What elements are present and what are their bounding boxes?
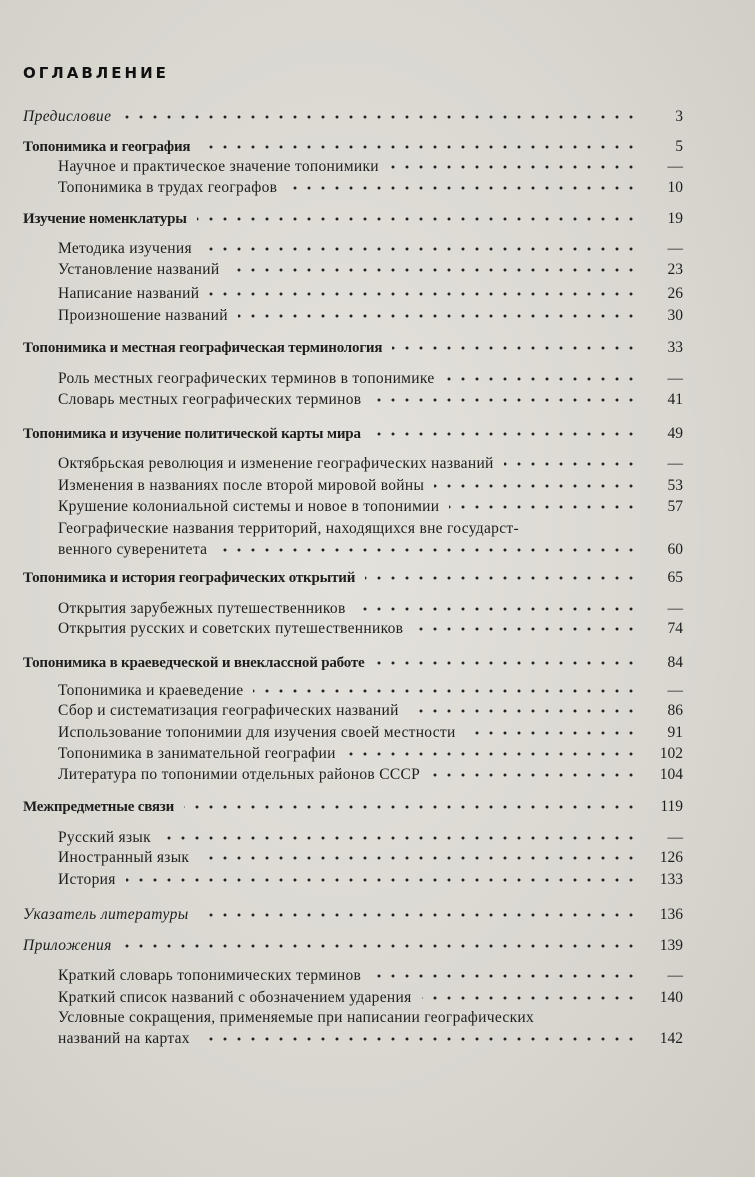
dot-leader <box>434 480 638 492</box>
entry-title: Иностранный язык <box>58 849 190 866</box>
entry-title: Условные сокращения, применяемые при написании географических <box>58 1009 535 1026</box>
dot-leader <box>238 310 638 322</box>
toc-subentry <box>0 540 755 560</box>
page-number: 104 <box>659 766 683 783</box>
toc-subentry <box>0 519 755 539</box>
dot-leader <box>122 940 638 952</box>
page-number: 119 <box>660 798 683 815</box>
page-number: 53 <box>667 477 683 494</box>
toc-subentry <box>0 284 755 304</box>
dot-leader <box>253 685 638 697</box>
toc-subentry <box>0 765 755 785</box>
entry-title: Крушение колониальной системы и новое в топонимии <box>58 498 440 515</box>
page-number: — <box>667 682 683 699</box>
entry-title: венного суверенитета <box>58 541 208 558</box>
entry-title: Написание названий <box>58 285 200 302</box>
page-number: 10 <box>667 179 683 196</box>
dot-leader <box>409 705 638 717</box>
page-number: 139 <box>659 937 683 954</box>
entry-title: Краткий список названий с обозначением ударения <box>58 989 412 1006</box>
dot-leader <box>356 603 638 615</box>
toc-subentry <box>0 369 755 389</box>
dot-leader <box>346 748 638 760</box>
page-number: 41 <box>667 391 683 408</box>
entry-title: Октябрьская революция и изменение географических названий <box>58 455 494 472</box>
toc-subentry <box>0 497 755 517</box>
page-number: 140 <box>659 989 683 1006</box>
entry-title: Изучение номенклатуры <box>23 211 187 227</box>
entry-title: Открытия зарубежных путешественников <box>58 600 346 617</box>
entry-title: Указатель литературы <box>23 906 189 923</box>
toc-entry <box>0 338 755 358</box>
page-number: 60 <box>667 541 683 558</box>
dot-leader <box>371 394 638 406</box>
page-number: 3 <box>675 108 683 125</box>
entry-title: Научное и практическое значение топонимики <box>58 158 379 175</box>
page-number: 33 <box>667 339 683 356</box>
dot-leader <box>389 161 638 173</box>
entry-title: Изменения в названиях после второй мировой войны <box>58 477 425 494</box>
dot-leader <box>365 572 638 584</box>
page-number: 133 <box>659 871 683 888</box>
entry-title: История <box>58 871 116 888</box>
entry-title: Топонимика и география <box>23 139 191 155</box>
toc-subentry <box>0 157 755 177</box>
toc-entry <box>0 209 755 229</box>
dot-leader <box>392 342 638 354</box>
toc-subentry <box>0 390 755 410</box>
entry-title: Открытия русских и советских путешественников <box>58 620 404 637</box>
entry-title: Использование топонимии для изучения своей местности <box>58 724 456 741</box>
toc-subentry <box>0 848 755 868</box>
page-number: — <box>667 240 683 257</box>
dot-leader <box>430 769 638 781</box>
entry-title: Топонимика в трудах географов <box>58 179 278 196</box>
dot-leader <box>287 182 638 194</box>
dot-leader <box>217 544 638 556</box>
toc-subentry <box>0 744 755 764</box>
toc-entry <box>0 568 755 588</box>
page-number: 57 <box>667 498 683 515</box>
toc-subentry <box>0 966 755 986</box>
dot-leader <box>202 243 638 255</box>
toc-subentry <box>0 239 755 259</box>
page-number: 19 <box>667 210 683 227</box>
dot-leader <box>184 801 638 813</box>
dot-leader <box>445 373 638 385</box>
dot-leader <box>504 458 638 470</box>
page-number: 5 <box>675 138 683 155</box>
dot-leader <box>413 623 638 635</box>
toc-subentry <box>0 260 755 280</box>
entry-title: Топонимика и краеведение <box>58 682 244 699</box>
toc-subentry <box>0 701 755 721</box>
toc-entry <box>0 424 755 444</box>
page-number: 126 <box>659 849 683 866</box>
entry-title: Литература по топонимии отдельных районов СССР <box>58 766 421 783</box>
page-title: ОГЛАВЛЕНИЕ <box>23 64 169 82</box>
toc-entry <box>0 936 755 956</box>
toc-subentry <box>0 476 755 496</box>
entry-title: Топонимика в краеведческой и внеклассной работе <box>23 655 365 671</box>
entry-title: Установление названий <box>58 261 220 278</box>
entry-title: Произношение названий <box>58 307 228 324</box>
page-number: 23 <box>667 261 683 278</box>
toc-subentry <box>0 599 755 619</box>
dot-leader <box>422 992 638 1004</box>
toc-subentry <box>0 619 755 639</box>
entry-title: Предисловие <box>23 108 112 125</box>
entry-title: Географические названия территорий, находящихся вне государст- <box>58 520 519 537</box>
page-number: 91 <box>667 724 683 741</box>
dot-leader <box>199 909 638 921</box>
entry-title: Топонимика и изучение политической карты мира <box>23 426 361 442</box>
entry-title: Русский язык <box>58 829 151 846</box>
toc-entry <box>0 137 755 157</box>
toc-subentry <box>0 681 755 701</box>
dot-leader <box>371 428 638 440</box>
page-number: 49 <box>667 425 683 442</box>
page-number: 30 <box>667 307 683 324</box>
page-number: 136 <box>659 906 683 923</box>
dot-leader <box>229 264 638 276</box>
toc-entry <box>0 905 755 925</box>
entry-title: Топонимика и история географических открытий <box>23 570 356 586</box>
page-number: — <box>667 829 683 846</box>
page-number: — <box>667 455 683 472</box>
dot-leader <box>375 657 638 669</box>
dot-leader <box>209 288 638 300</box>
toc-subentry <box>0 178 755 198</box>
toc-subentry <box>0 988 755 1008</box>
page-number: 86 <box>667 702 683 719</box>
toc-subentry <box>0 306 755 326</box>
page-number: 65 <box>667 569 683 586</box>
dot-leader <box>449 501 638 513</box>
entry-title: Межпредметные связи <box>23 799 175 815</box>
dot-leader <box>200 141 638 153</box>
dot-leader <box>371 970 638 982</box>
toc-subentry <box>0 1008 755 1028</box>
dot-leader <box>126 874 638 886</box>
dot-leader <box>200 1033 638 1045</box>
entry-title: Методика изучения <box>58 240 192 257</box>
dot-leader <box>466 727 638 739</box>
entry-title: Роль местных географических терминов в топонимике <box>58 370 435 387</box>
page-number: 26 <box>667 285 683 302</box>
toc-entry <box>0 653 755 673</box>
page-number: 102 <box>659 745 683 762</box>
page-number: — <box>667 370 683 387</box>
toc-entry <box>0 797 755 817</box>
page-number: 84 <box>667 654 683 671</box>
entry-title: Топонимика и местная географическая терминология <box>23 340 383 356</box>
toc-subentry <box>0 870 755 890</box>
toc-subentry <box>0 723 755 743</box>
entry-title: Краткий словарь топонимических терминов <box>58 967 362 984</box>
page-number: — <box>667 600 683 617</box>
entry-title: названий на картах <box>58 1030 190 1047</box>
toc-entry <box>0 107 755 127</box>
toc-subentry <box>0 1029 755 1049</box>
page-number: — <box>667 967 683 984</box>
entry-title: Словарь местных географических терминов <box>58 391 362 408</box>
entry-title: Приложения <box>23 937 112 954</box>
entry-title: Сбор и систематизация географических названий <box>58 702 399 719</box>
dot-leader <box>161 832 638 844</box>
page-number: 142 <box>659 1030 683 1047</box>
page-number: — <box>667 158 683 175</box>
dot-leader <box>121 111 638 123</box>
dot-leader <box>199 852 638 864</box>
dot-leader <box>197 213 638 225</box>
entry-title: Топонимика в занимательной географии <box>58 745 336 762</box>
toc-subentry <box>0 828 755 848</box>
toc-subentry <box>0 454 755 474</box>
page-number: 74 <box>667 620 683 637</box>
